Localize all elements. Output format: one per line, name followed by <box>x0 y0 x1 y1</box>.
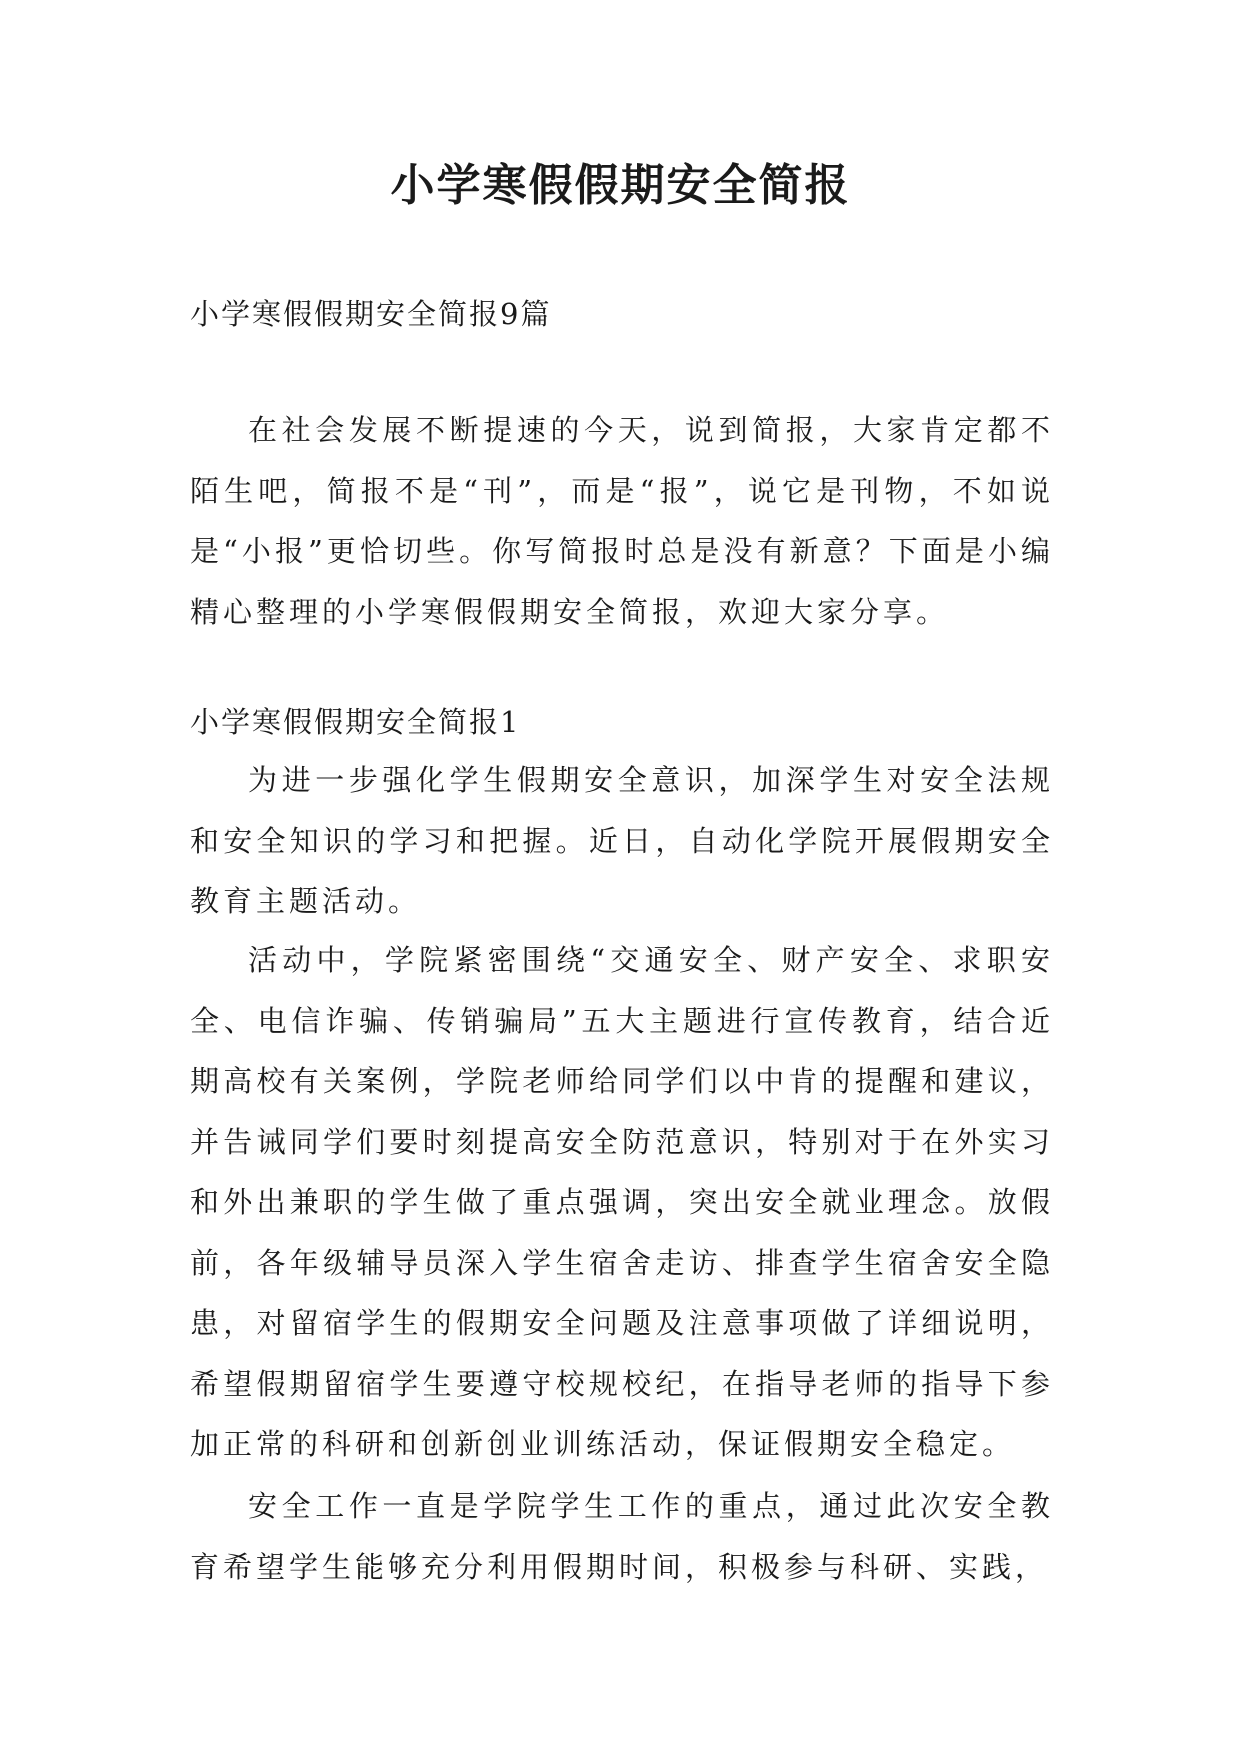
document-subtitle: 小学寒假假期安全简报9篇 <box>190 297 552 331</box>
document-title: 小学寒假假期安全简报 <box>390 160 851 211</box>
body-paragraph: 安全工作一直是学院学生工作的重点，通过此次安全教育希望学生能够充分利用假期时间，积极参与科研、实践， <box>190 1489 1054 1584</box>
intro-paragraph: 在社会发展不断提速的今天，说到简报，大家肯定都不陌生吧，简报不是“刊”，而是“报”，说它是刊物，不如说是“小报”更恰切些。你写简报时总是没有新意？下面是小编精心整理的小学寒假假期安全简报，欢迎大家分享。 <box>190 413 1054 629</box>
body-paragraph: 为进一步强化学生假期安全意识，加深学生对安全法规和安全知识的学习和把握。近日，自动化学院开展假期安全教育主题活动。 <box>190 763 1054 918</box>
section-heading: 小学寒假假期安全简报1 <box>190 705 521 739</box>
body-paragraph: 活动中，学院紧密围绕“交通安全、财产安全、求职安全、电信诈骗、传销骗局”五大主题进行宣传教育，结合近期高校有关案例，学院老师给同学们以中肯的提醒和建议，并告诫同学们要时刻提高安全防范意识，特别对于在外实习和外出兼职的学生做了重点强调，突出安全就业理念。放假前，各年级辅导员深入学生宿舍走访、排查学生宿舍安全隐患，对留宿学生的假期安全问题及注意事项做了详细说明，希望假期留宿学生要遵守校规校纪，在指导老师的指导下参加正常的科研和创新创业训练活动，保证假期安全稳定。 <box>190 943 1054 1461</box>
